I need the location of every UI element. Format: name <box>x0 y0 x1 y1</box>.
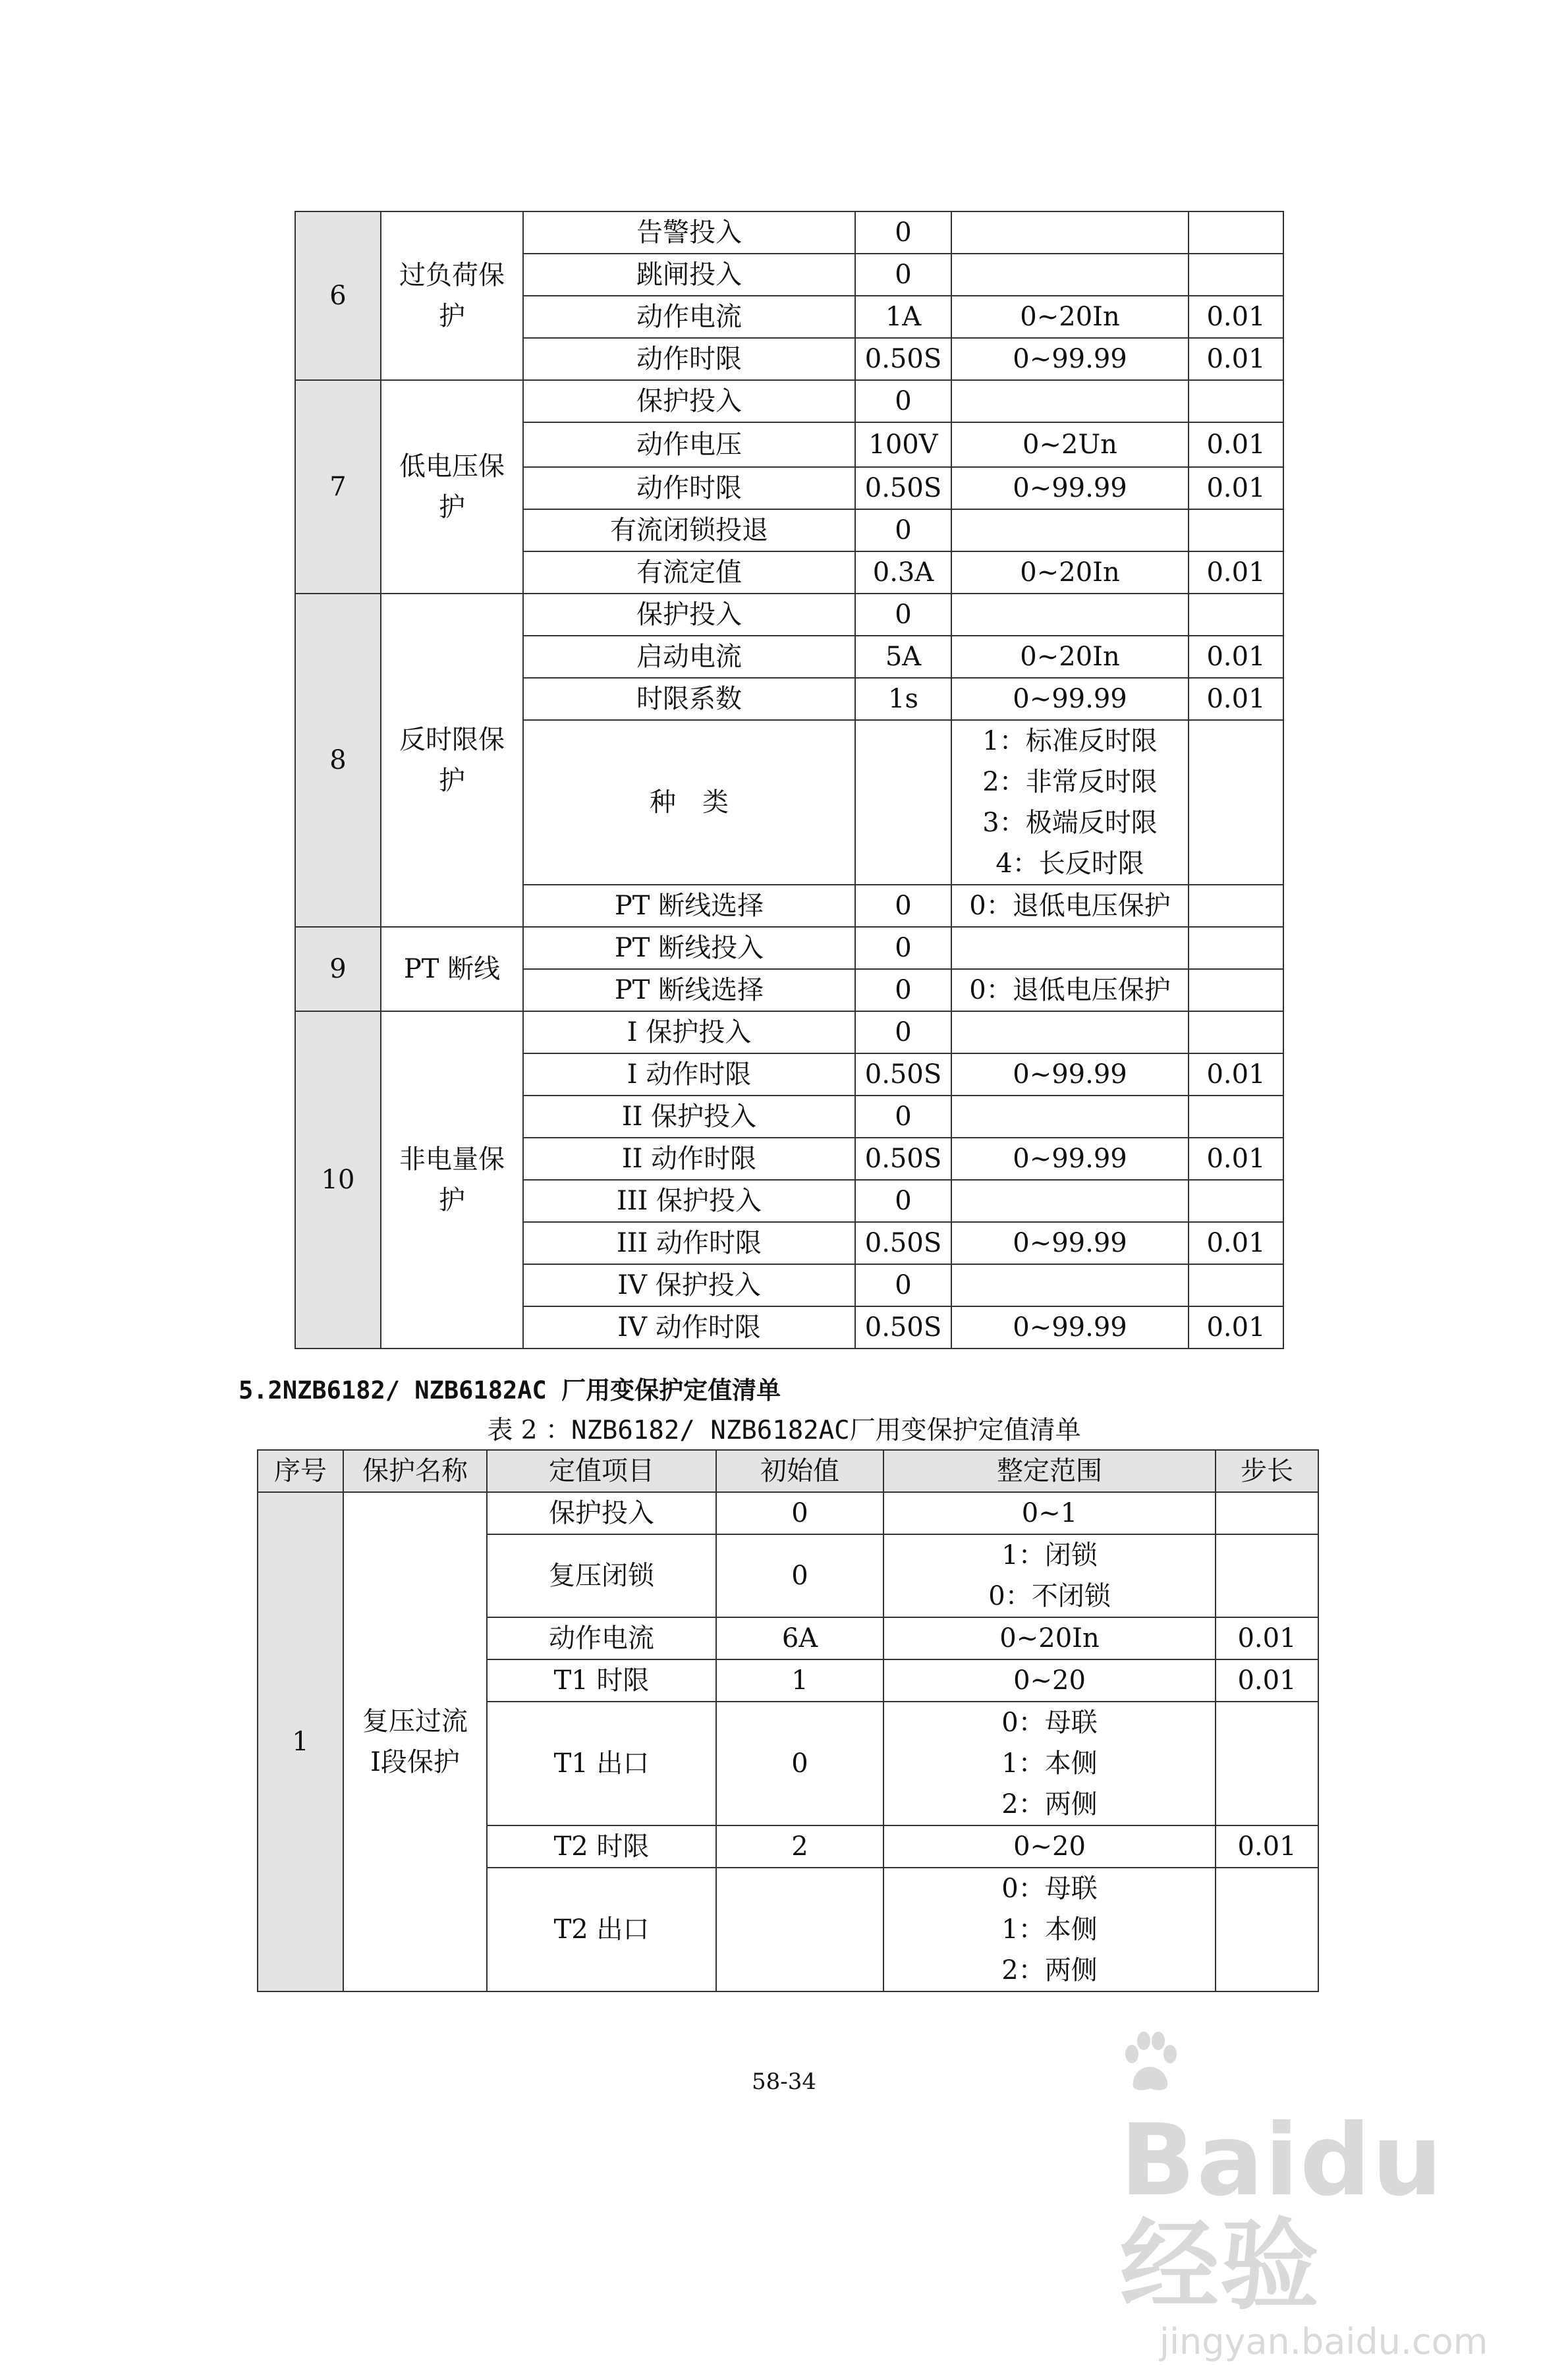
initial-value: 1A <box>855 296 951 338</box>
initial-value: 100V <box>855 422 951 467</box>
protection-name-line: 护 <box>439 301 465 331</box>
initial-value: 0 <box>855 254 951 296</box>
watermark-url: jingyan.baidu.com <box>1160 2321 1488 2362</box>
setting-item: II 动作时限 <box>523 1138 855 1180</box>
setting-range <box>883 1825 1216 1868</box>
header-item: 定值项目 <box>487 1450 716 1492</box>
setting-range <box>951 636 1189 678</box>
setting-item: 启动电流 <box>523 636 855 678</box>
step-value: 0.01 <box>1216 1659 1318 1702</box>
step-value: 0.01 <box>1189 1138 1283 1180</box>
initial-value: 0 <box>855 211 951 254</box>
table-row <box>295 927 1283 969</box>
step-value <box>1189 927 1283 969</box>
step-value <box>1189 1180 1283 1222</box>
setting-range <box>951 969 1189 1011</box>
plant-transformer-settings-table <box>257 1449 1319 1992</box>
setting-range <box>951 1306 1189 1349</box>
setting-range-line: 2：两侧 <box>1001 1789 1098 1820</box>
setting-item: 保护投入 <box>523 594 855 636</box>
setting-range <box>951 885 1189 927</box>
setting-item: T2 时限 <box>487 1825 716 1868</box>
initial-value: 0.50S <box>855 1222 951 1264</box>
setting-range-line: 0~99.99 <box>1013 1228 1127 1258</box>
setting-range-line: 0~99.99 <box>1013 684 1127 714</box>
setting-range <box>951 1053 1189 1096</box>
step-value <box>1189 254 1283 296</box>
step-value <box>1189 969 1283 1011</box>
initial-value: 0 <box>855 509 951 551</box>
setting-range <box>951 254 1189 296</box>
initial-value: 0 <box>855 1180 951 1222</box>
initial-value: 0 <box>716 1492 883 1534</box>
initial-value: 0 <box>855 1096 951 1138</box>
caption-model: NZB6182/ NZB6182AC <box>571 1416 850 1445</box>
initial-value: 0 <box>855 594 951 636</box>
setting-range <box>951 678 1189 720</box>
section-heading: 5.2NZB6182/ NZB6182AC 厂用变保护定值清单 <box>238 1376 781 1405</box>
initial-value: 1 <box>716 1659 883 1702</box>
header-step: 步长 <box>1216 1450 1318 1492</box>
setting-range <box>883 1868 1216 1991</box>
setting-item: IV 动作时限 <box>523 1306 855 1349</box>
setting-range <box>951 1180 1189 1222</box>
initial-value: 0.50S <box>855 467 951 509</box>
protection-name-line: Ⅰ段保护 <box>370 1747 460 1777</box>
setting-range-line: 0~20 <box>1013 1665 1086 1696</box>
initial-value <box>855 720 951 885</box>
table-row <box>295 380 1283 422</box>
step-value <box>1216 1492 1318 1534</box>
protection-name-line: 复压过流 <box>362 1706 468 1737</box>
setting-item: IV 保护投入 <box>523 1264 855 1306</box>
protection-name <box>381 211 523 380</box>
caption-prefix: 表 2 ： <box>487 1416 571 1445</box>
setting-item: PT 断线选择 <box>523 969 855 1011</box>
step-value: 0.01 <box>1189 467 1283 509</box>
step-value <box>1189 380 1283 422</box>
setting-item: 告警投入 <box>523 211 855 254</box>
header-no: 序号 <box>258 1450 343 1492</box>
setting-item: 种 类 <box>523 720 855 885</box>
table-row <box>295 594 1283 636</box>
header-init: 初始值 <box>716 1450 883 1492</box>
header-range: 整定范围 <box>883 1450 1216 1492</box>
group-number: 7 <box>295 380 381 594</box>
watermark-brand-text: Baidu经验 <box>1120 2103 1444 2323</box>
setting-range-line: 0：不闭锁 <box>988 1581 1111 1611</box>
setting-range-line: 0：退低电压保护 <box>969 891 1171 921</box>
step-value: 0.01 <box>1189 1306 1283 1349</box>
setting-item: 保护投入 <box>487 1492 716 1534</box>
table-body <box>295 211 1283 1349</box>
step-value: 0.01 <box>1189 1222 1283 1264</box>
step-value <box>1216 1534 1318 1617</box>
table-header-row <box>258 1450 1318 1492</box>
paw-icon <box>1120 2029 1179 2095</box>
page-number: 58-34 <box>751 2069 816 2095</box>
initial-value <box>716 1868 883 1991</box>
watermark-brand <box>1120 2003 1489 2323</box>
initial-value: 0 <box>855 969 951 1011</box>
initial-value: 0 <box>716 1702 883 1825</box>
setting-range-line: 0~99.99 <box>1013 1312 1127 1343</box>
setting-range <box>951 467 1189 509</box>
initial-value: 0.50S <box>855 1138 951 1180</box>
setting-item: III 动作时限 <box>523 1222 855 1264</box>
setting-range-line: 0~1 <box>1021 1498 1078 1528</box>
setting-range-line: 1：标准反时限 <box>982 726 1158 756</box>
initial-value: 0 <box>855 380 951 422</box>
setting-range <box>951 1222 1189 1264</box>
setting-range <box>883 1702 1216 1825</box>
protection-name <box>381 594 523 927</box>
step-value <box>1189 885 1283 927</box>
setting-range <box>951 338 1189 380</box>
protection-name-line: 低电压保 <box>399 451 505 482</box>
setting-range <box>951 296 1189 338</box>
setting-range <box>883 1492 1216 1534</box>
setting-item: 动作电流 <box>487 1617 716 1659</box>
setting-range-line: 1：闭锁 <box>1001 1540 1098 1571</box>
step-value: 0.01 <box>1189 296 1283 338</box>
setting-range <box>951 1011 1189 1053</box>
protection-name <box>381 1011 523 1349</box>
setting-range-line: 0~99.99 <box>1013 1144 1127 1174</box>
table-row <box>258 1492 1318 1534</box>
setting-item: 复压闭锁 <box>487 1534 716 1617</box>
setting-item: T2 出口 <box>487 1868 716 1991</box>
setting-item: PT 断线投入 <box>523 927 855 969</box>
step-value <box>1189 720 1283 885</box>
step-value: 0.01 <box>1189 1053 1283 1096</box>
setting-range-line: 0~99.99 <box>1013 473 1127 503</box>
step-value: 0.01 <box>1189 678 1283 720</box>
group-number: 10 <box>295 1011 381 1349</box>
protection-name-line: PT 断线 <box>403 954 501 984</box>
protection-name-line: 护 <box>439 1185 465 1215</box>
setting-item: 动作时限 <box>523 467 855 509</box>
initial-value: 0.3A <box>855 551 951 594</box>
setting-range <box>883 1534 1216 1617</box>
table-body <box>258 1492 1318 1991</box>
setting-range-line: 1：本侧 <box>1001 1914 1098 1945</box>
protection-name <box>381 380 523 594</box>
setting-range-line: 0~99.99 <box>1013 1059 1127 1090</box>
setting-item: I 动作时限 <box>523 1053 855 1096</box>
setting-item: 有流闭锁投退 <box>523 509 855 551</box>
step-value <box>1189 594 1283 636</box>
header-name: 保护名称 <box>343 1450 487 1492</box>
protection-settings-table-continued <box>294 211 1284 1349</box>
setting-item: I 保护投入 <box>523 1011 855 1053</box>
setting-range-line: 0~99.99 <box>1013 344 1127 374</box>
protection-name-line: 护 <box>439 492 465 522</box>
setting-item: 时限系数 <box>523 678 855 720</box>
protection-name <box>343 1492 487 1991</box>
group-number: 6 <box>295 211 381 380</box>
protection-name-line: 反时限保 <box>399 725 505 755</box>
step-value: 0.01 <box>1216 1825 1318 1868</box>
group-number: 9 <box>295 927 381 1011</box>
step-value <box>1216 1702 1318 1825</box>
step-value <box>1189 211 1283 254</box>
step-value: 0.01 <box>1189 551 1283 594</box>
setting-range-line: 0~20In <box>1020 642 1120 672</box>
setting-item: T1 出口 <box>487 1702 716 1825</box>
setting-range-line: 0~20In <box>1020 302 1120 332</box>
initial-value: 0.50S <box>855 1306 951 1349</box>
setting-range-line: 2：非常反时限 <box>982 767 1158 797</box>
initial-value: 1s <box>855 678 951 720</box>
setting-range <box>951 1138 1189 1180</box>
setting-range-line: 0：退低电压保护 <box>969 975 1171 1005</box>
initial-value: 0 <box>716 1534 883 1617</box>
step-value <box>1216 1868 1318 1991</box>
baidu-watermark <box>1120 2003 1489 2362</box>
setting-range <box>951 551 1189 594</box>
table-row <box>295 1011 1283 1053</box>
initial-value: 2 <box>716 1825 883 1868</box>
step-value <box>1189 509 1283 551</box>
setting-range-line: 2：两侧 <box>1001 1955 1098 1986</box>
setting-range-line: 0~20In <box>999 1623 1100 1654</box>
setting-range-line: 0~2Un <box>1022 430 1117 460</box>
step-value: 0.01 <box>1189 636 1283 678</box>
setting-item: 有流定值 <box>523 551 855 594</box>
protection-name <box>381 927 523 1011</box>
setting-range-line: 0：母联 <box>1001 1874 1098 1904</box>
setting-range <box>951 380 1189 422</box>
setting-range <box>951 1264 1189 1306</box>
setting-item: 跳闸投入 <box>523 254 855 296</box>
setting-range <box>951 594 1189 636</box>
initial-value: 0 <box>855 885 951 927</box>
setting-range <box>951 927 1189 969</box>
protection-name-line: 护 <box>439 765 465 796</box>
initial-value: 0 <box>855 1264 951 1306</box>
setting-item: T1 时限 <box>487 1659 716 1702</box>
initial-value: 0.50S <box>855 1053 951 1096</box>
initial-value: 5A <box>855 636 951 678</box>
step-value <box>1189 1011 1283 1053</box>
setting-range-line: 0~20 <box>1013 1831 1086 1862</box>
step-value: 0.01 <box>1189 338 1283 380</box>
setting-item: 保护投入 <box>523 380 855 422</box>
setting-range <box>951 211 1189 254</box>
setting-item: 动作电压 <box>523 422 855 467</box>
setting-range <box>951 509 1189 551</box>
initial-value: 0 <box>855 1011 951 1053</box>
initial-value: 6A <box>716 1617 883 1659</box>
table-row <box>295 211 1283 254</box>
setting-range-line: 0：母联 <box>1001 1708 1098 1738</box>
setting-range <box>951 1096 1189 1138</box>
protection-name-line: 非电量保 <box>399 1144 505 1175</box>
protection-name-line: 过负荷保 <box>399 260 505 291</box>
setting-item: II 保护投入 <box>523 1096 855 1138</box>
step-value <box>1189 1096 1283 1138</box>
setting-range-line: 3：极端反时限 <box>982 808 1158 838</box>
setting-range-line: 0~20In <box>1020 557 1120 588</box>
group-number: 1 <box>258 1492 343 1991</box>
step-value: 0.01 <box>1216 1617 1318 1659</box>
setting-item: III 保护投入 <box>523 1180 855 1222</box>
group-number: 8 <box>295 594 381 927</box>
setting-range <box>951 720 1189 885</box>
step-value: 0.01 <box>1189 422 1283 467</box>
setting-item: 动作电流 <box>523 296 855 338</box>
setting-item: PT 断线选择 <box>523 885 855 927</box>
initial-value: 0.50S <box>855 338 951 380</box>
setting-range <box>883 1617 1216 1659</box>
setting-range-line: 4：长反时限 <box>995 849 1144 879</box>
setting-range <box>951 422 1189 467</box>
setting-range-line: 1：本侧 <box>1001 1748 1098 1779</box>
table-caption <box>0 1410 1568 1447</box>
initial-value: 0 <box>855 927 951 969</box>
setting-range <box>883 1659 1216 1702</box>
setting-item: 动作时限 <box>523 338 855 380</box>
step-value <box>1189 1264 1283 1306</box>
caption-suffix: 厂用变保护定值清单 <box>849 1416 1081 1445</box>
